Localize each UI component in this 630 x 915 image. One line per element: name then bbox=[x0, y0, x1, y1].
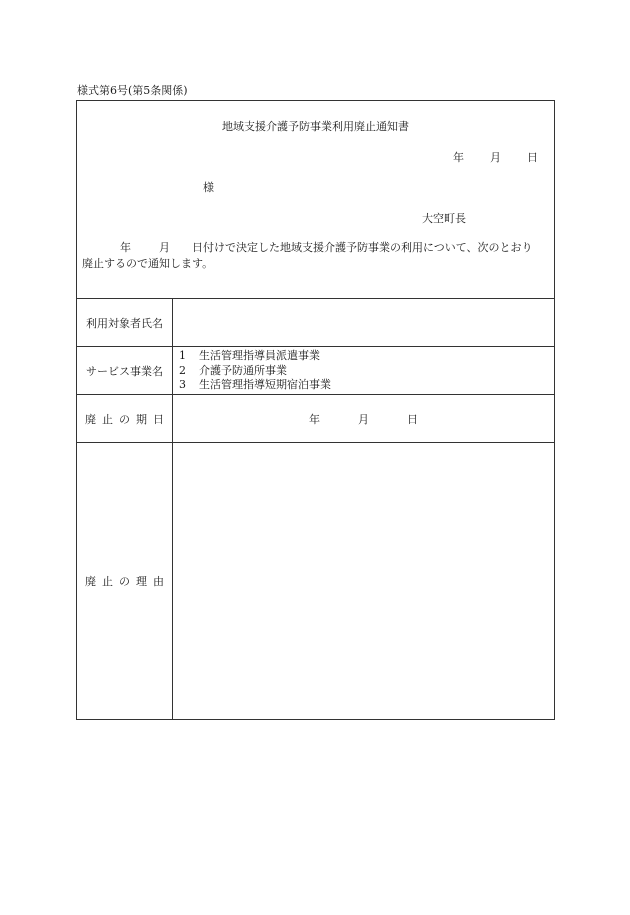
service-option-name: 介護予防通所事業 bbox=[199, 363, 287, 377]
notice-body-line2: 廃止するので通知します。 bbox=[82, 257, 214, 270]
reason-row bbox=[77, 442, 554, 719]
service-option[interactable] bbox=[179, 349, 554, 364]
service-option-number: 3 bbox=[179, 378, 186, 391]
user-name-label: 利用対象者氏名 bbox=[77, 299, 173, 346]
document-title: 地域支援介護予防事業利用廃止通知書 bbox=[222, 120, 409, 133]
service-option[interactable] bbox=[179, 364, 554, 379]
service-label: サービス事業名 bbox=[77, 347, 173, 394]
body-line1-text: 日付けで決定した地域支援介護予防事業の利用について、次のとおり bbox=[192, 241, 533, 254]
service-options bbox=[173, 347, 554, 394]
stop-date-label: 廃止の期日 bbox=[77, 395, 173, 442]
stop-date-month: 月 bbox=[358, 412, 369, 426]
issue-date-month: 月 bbox=[490, 151, 501, 164]
service-option-number: 2 bbox=[179, 363, 186, 377]
reason-field[interactable] bbox=[173, 443, 554, 719]
addressee-honorific: 様 bbox=[203, 181, 214, 194]
user-name-field[interactable] bbox=[173, 299, 554, 346]
body-year: 年 bbox=[120, 241, 131, 254]
user-name-row bbox=[77, 298, 554, 346]
reason-label: 廃止の理由 bbox=[77, 443, 173, 719]
service-option-number: 1 bbox=[179, 349, 186, 362]
service-option-name: 生活管理指導員派遣事業 bbox=[199, 349, 320, 362]
stop-date-year: 年 bbox=[309, 412, 320, 426]
service-row bbox=[77, 346, 554, 394]
notice-body-line1 bbox=[82, 240, 552, 256]
service-option[interactable] bbox=[179, 378, 554, 393]
issue-date bbox=[453, 151, 538, 165]
issue-date-day: 日 bbox=[527, 151, 538, 164]
notice-form bbox=[76, 100, 555, 720]
issue-date-year: 年 bbox=[453, 151, 464, 164]
form-number-label: 様式第6号(第5条関係) bbox=[77, 84, 188, 97]
stop-date-row bbox=[77, 394, 554, 442]
notice-body bbox=[82, 240, 552, 272]
notice-header bbox=[77, 101, 554, 298]
stop-date-day: 日 bbox=[407, 412, 418, 426]
service-option-name: 生活管理指導短期宿泊事業 bbox=[199, 378, 331, 391]
body-month: 月 bbox=[159, 241, 170, 254]
stop-date-field[interactable] bbox=[173, 395, 554, 442]
issuer-name: 大空町長 bbox=[422, 212, 466, 225]
